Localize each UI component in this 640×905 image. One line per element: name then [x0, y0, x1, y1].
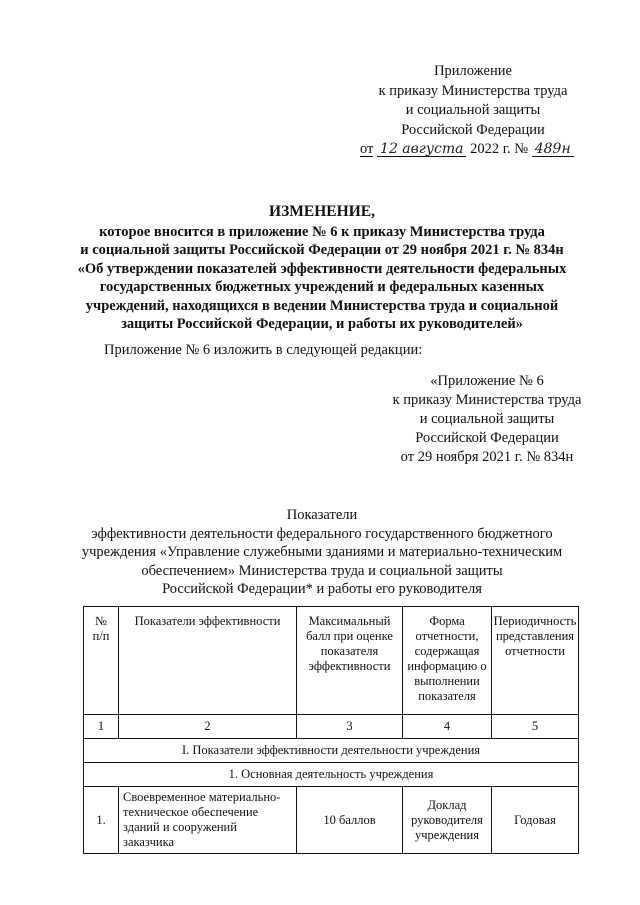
appendix-6-header	[372, 372, 602, 467]
table-row	[84, 787, 579, 854]
row-period: Годовая	[492, 787, 579, 854]
row-max-score: 10 баллов	[297, 787, 403, 854]
column-number: 3	[297, 715, 403, 739]
appendix-header	[358, 62, 588, 160]
header-cell-indicators: Показатели эффективности	[119, 607, 297, 715]
section-row	[84, 739, 579, 763]
header-line: Приложение	[434, 63, 512, 79]
title-line: которое вносится в приложение № 6 к приказу Министерства труда	[99, 223, 545, 240]
header-cell-report-form: Форма отчетности, содержащая информацию о выполнении показателя	[403, 607, 492, 715]
intro-paragraph: Приложение № 6 изложить в следующей редакции:	[104, 342, 423, 358]
handwritten-date: 12 августа	[377, 142, 466, 157]
indicators-heading	[60, 506, 584, 599]
row-indicator: Своевременное материально- техническое обеспечение зданий и сооружений заказчика	[119, 787, 297, 854]
table-header-row	[84, 607, 579, 715]
header-line: Российской Федерации	[401, 121, 545, 138]
header-line: к приказу Министерства труда	[378, 82, 568, 99]
header-cell-max-score: Максимальный балл при оценке показателя эффективности	[297, 607, 403, 715]
title-line: государственных бюджетных учреждений и федеральных казенных	[99, 279, 545, 295]
subsection-row	[84, 763, 579, 787]
appendix-line: Российской Федерации	[415, 430, 559, 446]
header-cell-periodicity: Периодичность представления отчетности	[492, 607, 579, 715]
date-prefix: от	[360, 141, 374, 157]
title-main: ИЗМЕНЕНИЕ,	[269, 203, 375, 220]
header-line: и социальной защиты	[405, 102, 541, 118]
date-year: 2022 г. №	[470, 141, 529, 157]
document-title	[60, 203, 584, 334]
title-line: «Об утверждении показателей эффективности деятельности федеральных	[77, 260, 567, 277]
title-line: защиты Российской Федерации, и работы их руководителей»	[121, 316, 523, 332]
title-line: и социальной защиты Российской Федерации от 29 ноября 2021 г. № 834н	[80, 242, 564, 258]
column-number: 2	[119, 715, 297, 739]
column-number-row	[84, 715, 579, 739]
appendix-line: от 29 ноября 2021 г. № 834н	[400, 449, 574, 465]
appendix-line: к приказу Министерства труда	[392, 392, 582, 408]
column-number: 1	[84, 715, 119, 739]
indicators-line: Показатели	[286, 507, 358, 523]
indicators-line: эффективности деятельности федерального государственного бюджетного	[91, 525, 553, 542]
handwritten-number: 489н	[532, 142, 574, 157]
appendix-line: и социальной защиты	[419, 411, 555, 427]
subsection-title: 1. Основная деятельность учреждения	[84, 763, 579, 787]
header-cell-number: № п/п	[84, 607, 119, 715]
indicators-line: учреждения «Управление служебными зданиями и материально-техническим	[81, 544, 563, 560]
title-line: учреждений, находящихся в ведении Министерства труда и социальной	[85, 297, 559, 314]
indicators-line: обеспечением» Министерства труда и социальной защиты	[141, 562, 503, 579]
column-number: 4	[403, 715, 492, 739]
appendix-line: «Приложение № 6	[430, 373, 544, 389]
column-number: 5	[492, 715, 579, 739]
row-number: 1.	[84, 787, 119, 854]
section-title: I. Показатели эффективности деятельности учреждения	[84, 739, 579, 763]
indicators-table	[83, 606, 579, 854]
row-report-form: Доклад руководителя учреждения	[403, 787, 492, 854]
indicators-line: Российской Федерации* и работы его руководителя	[162, 581, 482, 597]
order-date-line	[360, 140, 588, 160]
